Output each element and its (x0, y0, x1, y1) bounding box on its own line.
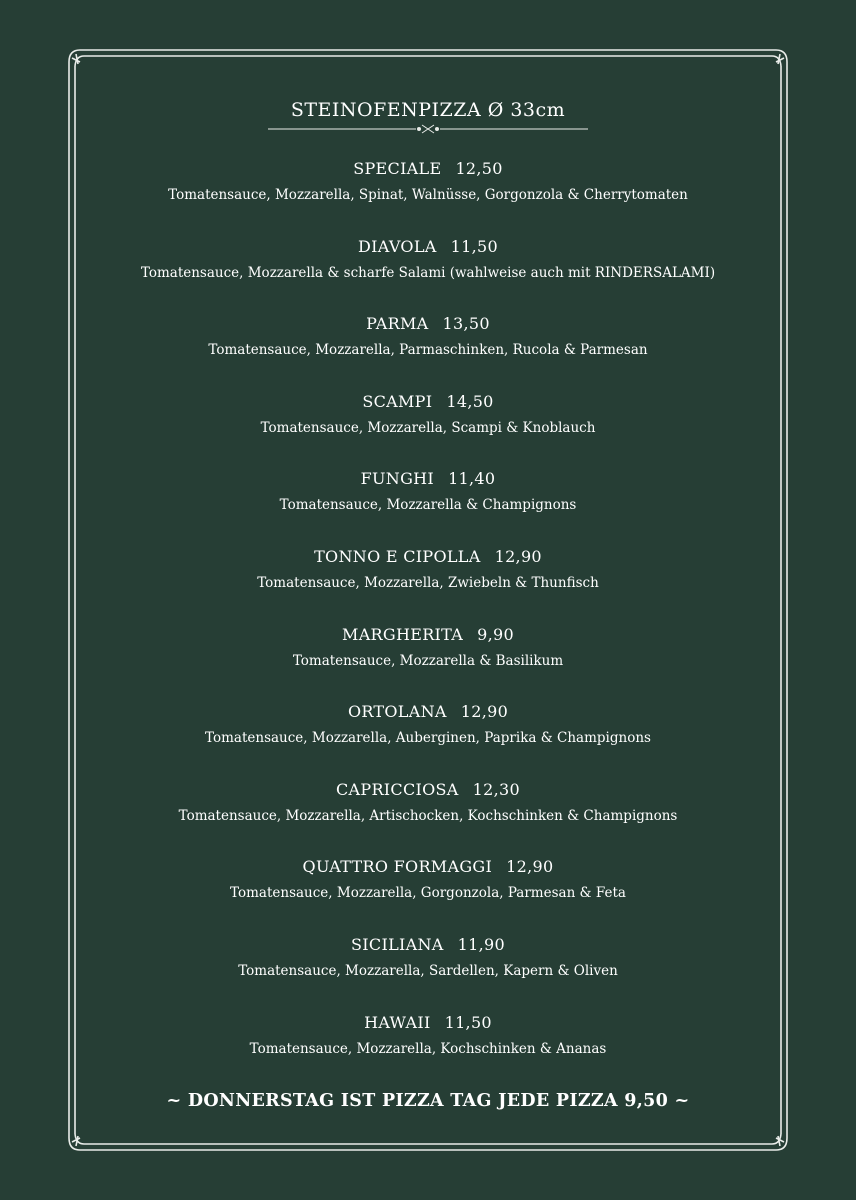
menu-item-name: TONNO E CIPOLLA (314, 547, 481, 566)
menu-title: STEINOFENPIZZA Ø 33cm (290, 99, 566, 121)
menu-item (80, 624, 776, 670)
menu-item (80, 313, 776, 359)
menu-item-name: SCAMPI (362, 391, 433, 411)
menu-item (80, 779, 776, 825)
menu-item-description: Tomatensauce, Mozzarella, Sardellen, Kapern & Oliven (238, 963, 618, 979)
menu-item (80, 158, 776, 204)
menu-item-name: CAPRICCIOSA (336, 779, 459, 799)
menu-item-description: Tomatensauce, Mozzarella, Kochschinken & Ananas (249, 1040, 607, 1057)
menu-item-price: 11,50 (444, 1012, 492, 1032)
menu-item-heading (80, 546, 776, 568)
menu-item (80, 468, 776, 514)
menu-item-heading (80, 779, 776, 801)
title-divider (268, 122, 588, 136)
menu-item-description: Tomatensauce, Mozzarella, Gorgonzola, Parmesan & Feta (230, 885, 626, 902)
menu-item-heading (80, 391, 776, 413)
menu-item-description: Tomatensauce, Mozzarella, Parmaschinken, Rucola & Parmesan (208, 342, 648, 359)
menu-item (80, 701, 776, 747)
menu-item-name: HAWAII (364, 1012, 431, 1032)
menu-item-description: Tomatensauce, Mozzarella, Zwiebeln & Thunfisch (257, 575, 599, 591)
menu-item-heading (80, 468, 776, 490)
menu-item (80, 546, 776, 592)
menu-item-description: Tomatensauce, Mozzarella, Spinat, Walnüsse, Gorgonzola & Cherrytomaten (168, 187, 688, 203)
menu-item-description: Tomatensauce, Mozzarella & Champignons (279, 497, 577, 514)
menu-item-price: 13,50 (442, 314, 490, 334)
menu-item-heading (80, 856, 776, 878)
footer-promo: ~ DONNERSTAG IST PIZZA TAG JEDE PIZZA 9,50 ~ (166, 1091, 690, 1111)
menu-item-name: MARGHERITA (342, 624, 464, 644)
menu-item-description: Tomatensauce, Mozzarella & Basilikum (292, 652, 564, 669)
menu-item-name: SICILIANA (351, 935, 444, 954)
menu-item (80, 934, 776, 980)
menu-item-price: 12,90 (494, 547, 542, 566)
menu-item-price: 12,90 (460, 702, 509, 722)
menu-item-name: DIAVOLA (358, 236, 437, 256)
menu-item-name: FUNGHI (360, 469, 435, 489)
menu-item-heading (80, 236, 776, 258)
menu-item-name: PARMA (366, 314, 429, 334)
menu-item-price: 11,50 (450, 236, 498, 256)
menu-item-description: Tomatensauce, Mozzarella & scharfe Salami (wahlweise auch mit RINDERSALAMI) (140, 264, 716, 281)
menu-item (80, 236, 776, 282)
menu-item-heading (80, 934, 776, 956)
menu-item-price: 12,30 (472, 779, 520, 799)
menu-item-price: 11,90 (457, 935, 505, 954)
menu-page (80, 0, 776, 1200)
menu-item (80, 391, 776, 437)
menu-item-heading (80, 1012, 776, 1034)
menu-item-heading (80, 313, 776, 335)
menu-item-price: 14,50 (446, 391, 494, 411)
menu-item-heading (80, 158, 776, 180)
menu-item-name: QUATTRO FORMAGGI (302, 857, 493, 877)
menu-item (80, 856, 776, 902)
menu-item-price: 9,90 (477, 624, 514, 644)
menu-item-description: Tomatensauce, Mozzarella, Artischocken, Kochschinken & Champignons (178, 807, 678, 824)
menu-item-description: Tomatensauce, Mozzarella, Auberginen, Paprika & Champignons (205, 730, 651, 747)
menu-item-price: 12,90 (506, 857, 554, 877)
menu-item-description: Tomatensauce, Mozzarella, Scampi & Knoblauch (260, 419, 596, 436)
menu-item-price: 12,50 (455, 159, 503, 178)
menu-item (80, 1012, 776, 1058)
menu-item-heading (80, 701, 776, 723)
menu-item-heading (80, 624, 776, 646)
menu-item-name: ORTOLANA (347, 702, 447, 722)
menu-item-name: SPECIALE (353, 159, 442, 178)
menu-item-price: 11,40 (448, 469, 496, 489)
